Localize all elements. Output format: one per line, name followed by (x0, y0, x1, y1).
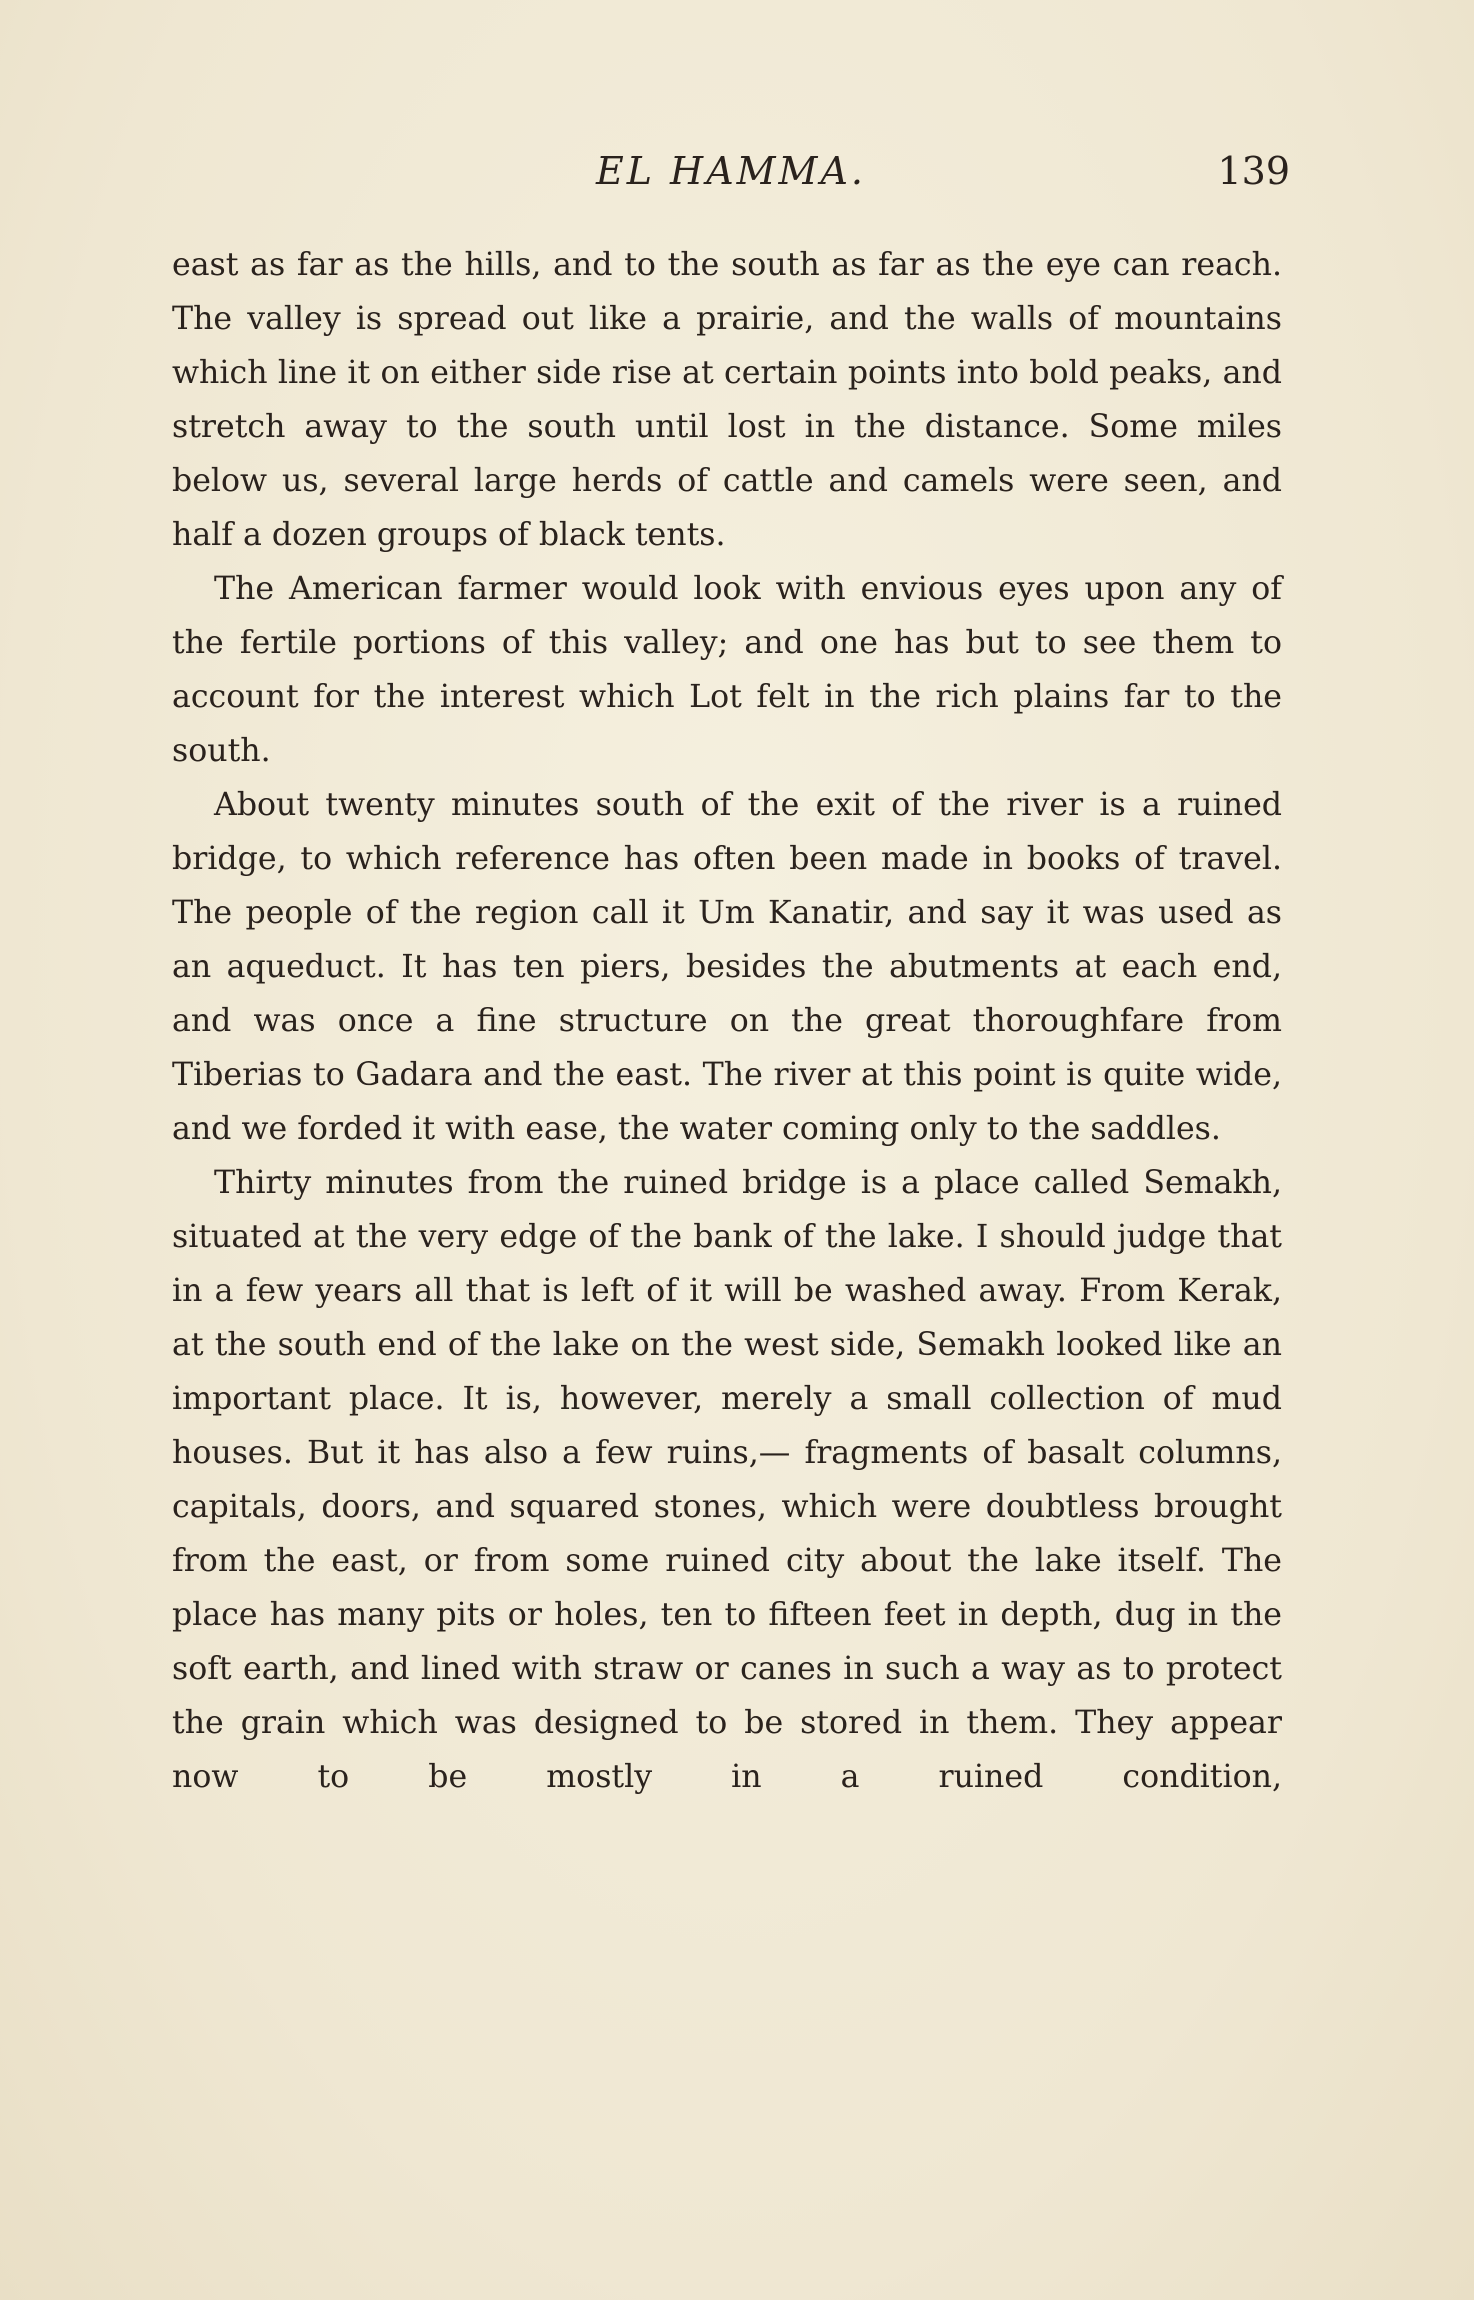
page-number: 139 (1217, 149, 1290, 193)
paragraph-1: east as far as the hills, and to the south as far as the eye can reach. The valley is spread out like a prairie, and the walls of mountains which line it on either side rise at certain points into bold peaks, and stretch away to the south until lost in the distance. Some miles below us, several large herds of cattle and camels were seen, and half a dozen groups of black tents. (172, 247, 1282, 553)
paragraph-2: The American farmer would look with envious eyes upon any of the fertile portions of this valley; and one has but to see them to account for the interest which Lot felt in the rich plains far to the south. (172, 571, 1282, 769)
running-title: EL HAMMA. (596, 149, 866, 193)
paragraph-3: About twenty minutes south of the exit of the river is a ruined bridge, to which reference has often been made in books of travel. The people of the region call it Um Kanatir, and say it was used as an aqueduct. It has ten piers, besides the abutments at each end, and was once a fine structure on the great thoroughfare from Tiberias to Gadara and the east. The river at this point is quite wide, and we forded it with ease, the water coming only to the saddles. (172, 787, 1282, 1147)
paragraph-4: Thirty minutes from the ruined bridge is a place called Semakh, situated at the very edge of the bank of the lake. I should judge that in a few years all that is left of it will be washed away. From Kerak, at the south end of the lake on the west side, Semakh looked like an important place. It is, however, merely a small collection of mud houses. But it has also a few ruins,— fragments of basalt columns, capitals, doors, and squared stones, which were doubtless brought from the east, or from some ruined city about the lake itself. The place has many pits or holes, ten to fifteen feet in depth, dug in the soft earth, and lined with straw or canes in such a way as to protect the grain which was designed to be stored in them. They appear now to be mostly in a ruined condition, (172, 1165, 1282, 1795)
body-text (172, 238, 1282, 1804)
running-head (172, 145, 1290, 205)
